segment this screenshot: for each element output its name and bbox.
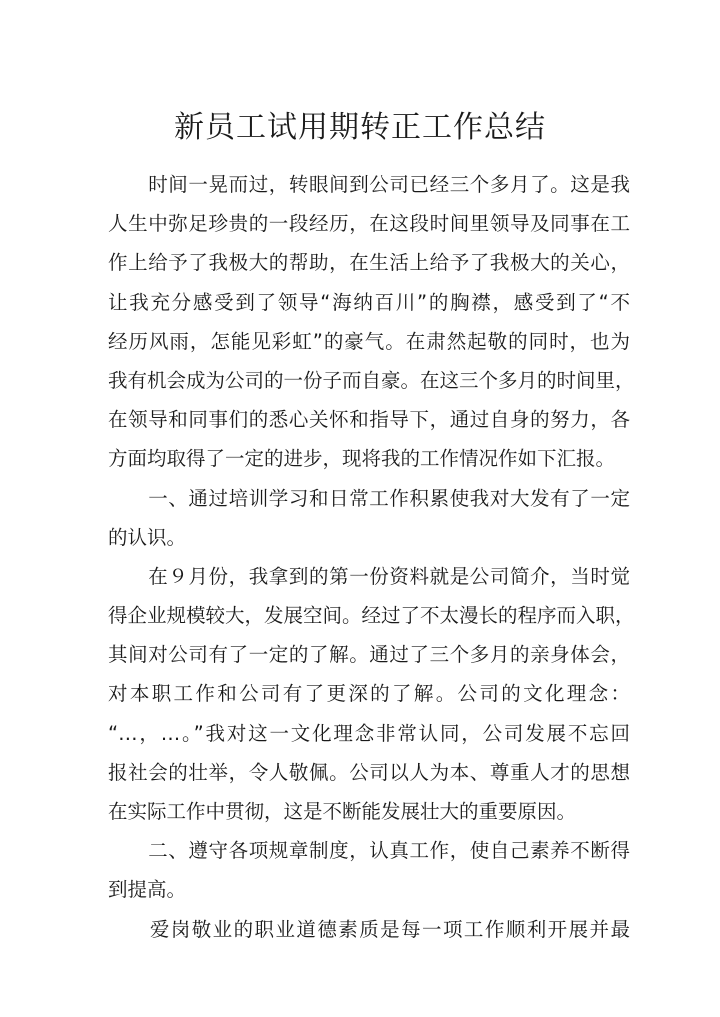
body-line: 在实际工作中贯彻，这是不断能发展壮大的重要原因。 xyxy=(108,800,577,823)
section-heading-line: 到提高。 xyxy=(108,878,187,902)
body-line: 经历风雨，怎能见彩虹”的豪气。在肃然起敬的同时，也为 xyxy=(108,329,630,353)
section-heading-line: 的认识。 xyxy=(108,525,187,549)
body-line: 让我充分感受到了领导“海纳百川”的胸襟，感受到了“不 xyxy=(108,290,630,314)
body-line: 报社会的壮举，令人敬佩。公司以人为本、尊重人才的思想 xyxy=(108,760,630,784)
body-line: 方面均取得了一定的进步，现将我的工作情况作如下汇报。 xyxy=(108,447,616,471)
body-line: 在９月份，我拿到的第一份资料就是公司简介，当时觉 xyxy=(108,564,630,588)
body-line: 在领导和同事们的悉心关怀和指导下，通过自身的努力，各 xyxy=(108,408,630,432)
body-line: 对本职工作和公司有了更深的了解。公司的文化理念： xyxy=(108,682,630,706)
body-line: 作上给予了我极大的帮助，在生活上给予了我极大的关心， xyxy=(108,251,630,275)
body-line: 时间一晃而过，转眼间到公司已经三个多月了。这是我 xyxy=(108,173,630,196)
document-body xyxy=(108,165,635,949)
body-line: 其间对公司有了一定的了解。通过了三个多月的亲身体会， xyxy=(108,643,630,667)
section-heading-line: 一、通过培训学习和日常工作积累使我对大发有了一定 xyxy=(108,486,630,510)
body-line: 人生中弥足珍贵的一段经历，在这段时间里领导及同事在工 xyxy=(108,212,630,236)
body-line: “…，…。”我对这一文化理念非常认同，公司发展不忘回 xyxy=(108,721,630,745)
section-heading-line: 二、遵守各项规章制度，认真工作，使自己素养不断得 xyxy=(108,839,630,863)
body-line: 我有机会成为公司的一份子而自豪。在这三个多月的时间里， xyxy=(108,368,635,392)
document-title: 新员工试用期转正工作总结 xyxy=(174,110,546,145)
body-line: 得企业规模较大，发展空间。经过了不太漫长的程序而入职， xyxy=(108,604,635,628)
body-line: 爱岗敬业的职业道德素质是每一项工作顺利开展并最 xyxy=(108,917,630,941)
